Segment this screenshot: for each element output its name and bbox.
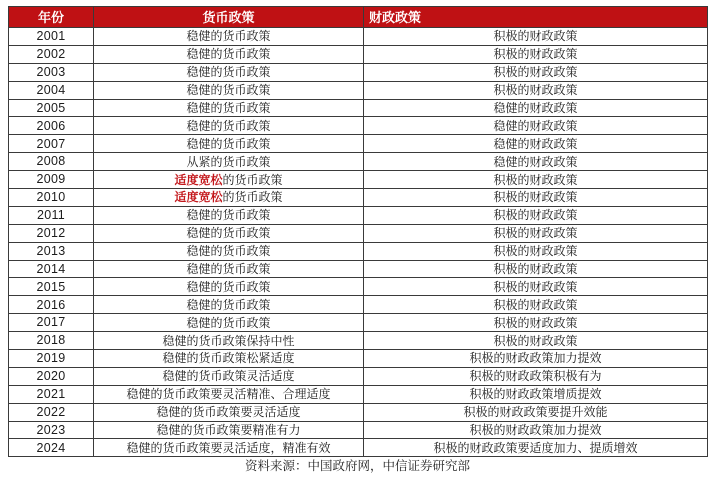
monetary-policy-cell: 稳健的货币政策 bbox=[94, 206, 364, 224]
table-row bbox=[9, 242, 708, 260]
source-note: 资料来源：中国政府网，中信证券研究部 bbox=[244, 459, 470, 474]
table-row bbox=[9, 99, 708, 117]
fiscal-policy-cell: 积极的财政政策 bbox=[364, 171, 708, 189]
monetary-policy-cell: 稳健的货币政策 bbox=[94, 278, 364, 296]
table-row bbox=[9, 117, 708, 135]
year-cell: 2018 bbox=[9, 332, 94, 350]
table-row bbox=[9, 260, 708, 278]
fiscal-policy-cell: 积极的财政政策 bbox=[364, 45, 708, 63]
policy-table bbox=[8, 6, 708, 457]
table-row bbox=[9, 153, 708, 171]
fiscal-policy-cell: 积极的财政政策 bbox=[364, 189, 708, 207]
highlighted-policy-text: 适度宽松 bbox=[174, 190, 223, 205]
fiscal-policy-cell: 积极的财政政策 bbox=[364, 224, 708, 242]
year-cell: 2019 bbox=[9, 350, 94, 368]
fiscal-policy-cell: 积极的财政政策 bbox=[364, 242, 708, 260]
year-cell: 2004 bbox=[9, 81, 94, 99]
year-cell: 2011 bbox=[9, 206, 94, 224]
table-row bbox=[9, 367, 708, 385]
monetary-policy-cell: 稳健的货币政策 bbox=[94, 242, 364, 260]
year-cell: 2021 bbox=[9, 385, 94, 403]
year-cell: 2016 bbox=[9, 296, 94, 314]
year-cell: 2008 bbox=[9, 153, 94, 171]
monetary-policy-cell: 稳健的货币政策 bbox=[94, 296, 364, 314]
year-cell: 2012 bbox=[9, 224, 94, 242]
monetary-policy-cell: 稳健的货币政策 bbox=[94, 260, 364, 278]
policy-table-body bbox=[9, 28, 708, 457]
table-row bbox=[9, 45, 708, 63]
fiscal-policy-cell: 积极的财政政策 bbox=[364, 260, 708, 278]
fiscal-policy-cell: 积极的财政政策加力提效 bbox=[364, 350, 708, 368]
monetary-policy-cell: 稳健的货币政策要精准有力 bbox=[94, 421, 364, 439]
table-row bbox=[9, 403, 708, 421]
monetary-policy-cell: 适度宽松的货币政策 bbox=[94, 171, 364, 189]
table-row bbox=[9, 135, 708, 153]
fiscal-policy-cell: 积极的财政政策积极有为 bbox=[364, 367, 708, 385]
fiscal-policy-cell: 稳健的财政政策 bbox=[364, 135, 708, 153]
table-row bbox=[9, 224, 708, 242]
header-year: 年份 bbox=[9, 7, 94, 28]
year-cell: 2024 bbox=[9, 439, 94, 457]
fiscal-policy-cell: 稳健的财政政策 bbox=[364, 99, 708, 117]
monetary-policy-cell: 稳健的货币政策 bbox=[94, 314, 364, 332]
fiscal-policy-cell: 积极的财政政策 bbox=[364, 28, 708, 46]
monetary-policy-cell: 稳健的货币政策保持中性 bbox=[94, 332, 364, 350]
year-cell: 2006 bbox=[9, 117, 94, 135]
year-cell: 2014 bbox=[9, 260, 94, 278]
fiscal-policy-cell: 积极的财政政策 bbox=[364, 332, 708, 350]
table-row bbox=[9, 350, 708, 368]
policy-table-container bbox=[8, 6, 707, 474]
year-cell: 2009 bbox=[9, 171, 94, 189]
table-row bbox=[9, 81, 708, 99]
fiscal-policy-cell: 积极的财政政策增质提效 bbox=[364, 385, 708, 403]
year-cell: 2017 bbox=[9, 314, 94, 332]
table-row bbox=[9, 385, 708, 403]
monetary-policy-cell: 稳健的货币政策要灵活适度 bbox=[94, 403, 364, 421]
year-cell: 2013 bbox=[9, 242, 94, 260]
fiscal-policy-cell: 积极的财政政策 bbox=[364, 314, 708, 332]
monetary-policy-cell: 稳健的货币政策 bbox=[94, 224, 364, 242]
year-cell: 2003 bbox=[9, 63, 94, 81]
monetary-policy-cell: 稳健的货币政策要灵活精准、合理适度 bbox=[94, 385, 364, 403]
fiscal-policy-cell: 稳健的财政政策 bbox=[364, 117, 708, 135]
fiscal-policy-cell: 稳健的财政政策 bbox=[364, 153, 708, 171]
monetary-policy-cell: 稳健的货币政策松紧适度 bbox=[94, 350, 364, 368]
year-cell: 2022 bbox=[9, 403, 94, 421]
table-row bbox=[9, 28, 708, 46]
table-row bbox=[9, 296, 708, 314]
year-cell: 2010 bbox=[9, 189, 94, 207]
fiscal-policy-cell: 积极的财政政策 bbox=[364, 63, 708, 81]
year-cell: 2001 bbox=[9, 28, 94, 46]
table-row bbox=[9, 278, 708, 296]
monetary-policy-cell: 稳健的货币政策 bbox=[94, 81, 364, 99]
monetary-policy-cell: 稳健的货币政策 bbox=[94, 63, 364, 81]
monetary-policy-cell: 从紧的货币政策 bbox=[94, 153, 364, 171]
table-row bbox=[9, 189, 708, 207]
table-row bbox=[9, 332, 708, 350]
monetary-policy-cell: 稳健的货币政策要灵活适度，精准有效 bbox=[94, 439, 364, 457]
table-row bbox=[9, 314, 708, 332]
year-cell: 2020 bbox=[9, 367, 94, 385]
table-header bbox=[9, 7, 708, 28]
monetary-policy-cell: 稳健的货币政策灵活适度 bbox=[94, 367, 364, 385]
table-row bbox=[9, 171, 708, 189]
header-row bbox=[9, 7, 708, 28]
year-cell: 2002 bbox=[9, 45, 94, 63]
monetary-policy-cell: 稳健的货币政策 bbox=[94, 45, 364, 63]
year-cell: 2005 bbox=[9, 99, 94, 117]
table-row bbox=[9, 439, 708, 457]
monetary-policy-cell: 稳健的货币政策 bbox=[94, 28, 364, 46]
highlighted-policy-text: 适度宽松 bbox=[174, 172, 223, 187]
year-cell: 2015 bbox=[9, 278, 94, 296]
fiscal-policy-cell: 积极的财政政策 bbox=[364, 81, 708, 99]
year-cell: 2007 bbox=[9, 135, 94, 153]
table-row bbox=[9, 421, 708, 439]
year-cell: 2023 bbox=[9, 421, 94, 439]
monetary-policy-cell: 稳健的货币政策 bbox=[94, 99, 364, 117]
fiscal-policy-cell: 积极的财政政策加力提效 bbox=[364, 421, 708, 439]
monetary-policy-cell: 稳健的货币政策 bbox=[94, 117, 364, 135]
fiscal-policy-cell: 积极的财政政策要适度加力、提质增效 bbox=[364, 439, 708, 457]
fiscal-policy-cell: 积极的财政政策 bbox=[364, 278, 708, 296]
monetary-policy-cell: 稳健的货币政策 bbox=[94, 135, 364, 153]
table-row bbox=[9, 63, 708, 81]
header-fiscal-policy: 财政政策 bbox=[364, 7, 708, 28]
fiscal-policy-cell: 积极的财政政策 bbox=[364, 206, 708, 224]
monetary-policy-cell: 适度宽松的货币政策 bbox=[94, 189, 364, 207]
header-monetary-policy: 货币政策 bbox=[94, 7, 364, 28]
table-row bbox=[9, 206, 708, 224]
fiscal-policy-cell: 积极的财政政策要提升效能 bbox=[364, 403, 708, 421]
fiscal-policy-cell: 积极的财政政策 bbox=[364, 296, 708, 314]
